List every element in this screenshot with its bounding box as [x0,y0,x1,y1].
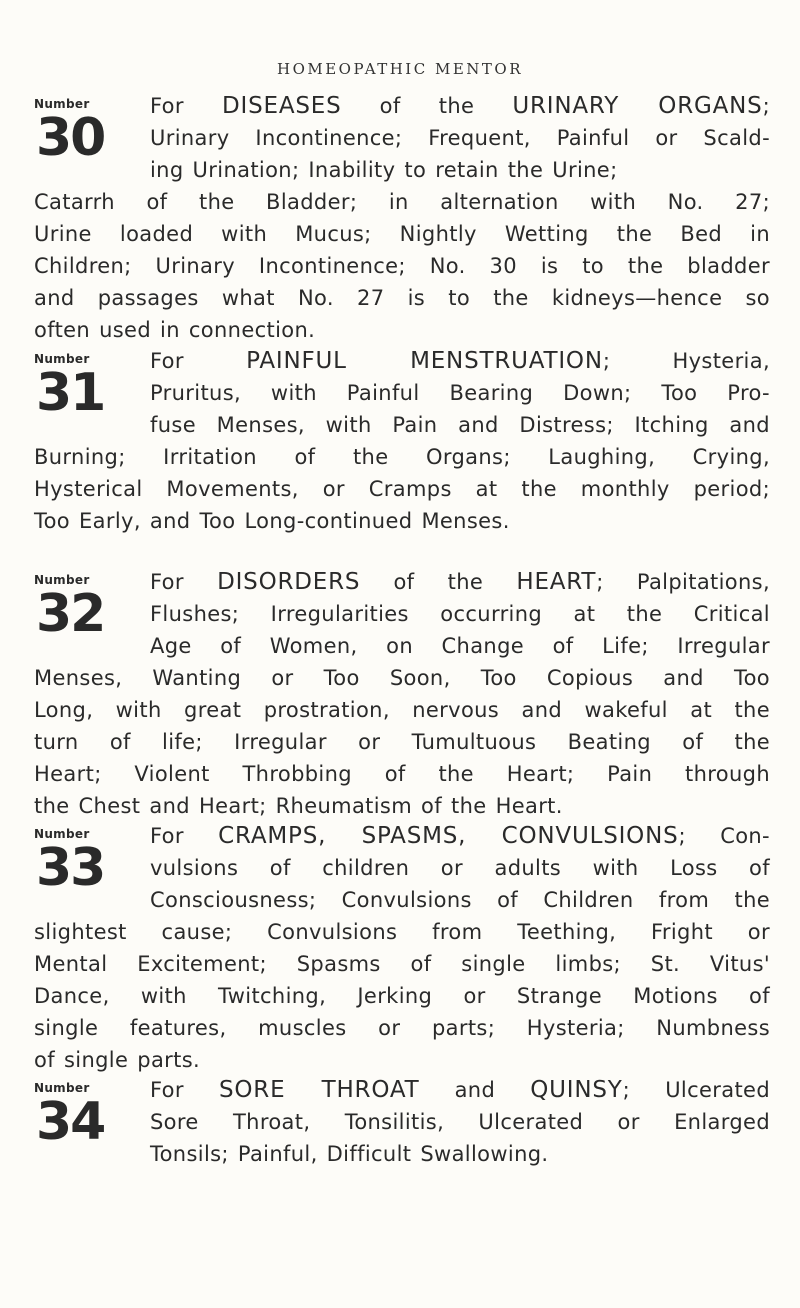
entry-text-line: ing Urination; Inability to retain the Urine; [150,158,618,182]
entry-heading-line [34,90,770,122]
entry-text-line: Long, with great prostration, nervous and wakeful at the [34,698,770,722]
heading-suffix: ; [762,94,770,118]
entry-lead [34,820,770,916]
number-label: Number [34,573,90,587]
entry-text-line: Pruritus, with Painful Bearing Down; Too Pro- [150,381,770,405]
remedy-entry-30 [34,90,770,346]
remedy-number: 34 [36,1092,105,1152]
entry-heading-line [34,820,770,852]
heading-prefix: For [150,349,184,373]
running-header: HOMEOPATHIC MENTOR [277,60,523,78]
entry-heading-2: URINARY ORGANS [512,93,763,119]
number-label: Number [34,1081,90,1095]
entry-lead [34,345,770,441]
entry-text-line: Heart; Violent Throbbing of the Heart; Pain through [34,762,770,786]
entry-text-line: Menses, Wanting or Too Soon, Too Copious and Too [34,666,770,690]
entry-text-line: often used in connection. [34,318,316,342]
entry-heading: DISEASES [222,93,342,119]
remedy-number: 32 [36,584,105,644]
entry-heading-line [34,1074,770,1106]
entry-text-line: Flushes; Irregularities occurring at the Critical [150,602,770,626]
entry-heading: PAINFUL MENSTRUATION [246,348,603,374]
entry-heading-2: HEART [516,569,597,595]
entry-text-line: single features, muscles or parts; Hysteria; Numbness [34,1016,770,1040]
remedy-number: 33 [36,838,105,898]
remedy-entry-32 [34,566,770,822]
heading-connector: of the [379,94,475,118]
heading-suffix: ; Con- [678,824,770,848]
heading-suffix: ; Palpitations, [596,570,770,594]
entry-lead [34,1074,770,1170]
remedy-entry-31 [34,345,770,537]
entry-heading-2: QUINSY [530,1077,623,1103]
entry-text-line: Too Early, and Too Long-continued Menses. [34,509,510,533]
heading-prefix: For [150,570,184,594]
entry-text-line: Urine loaded with Mucus; Nightly Wetting the Bed in [34,222,770,246]
entry-text-line: Tonsils; Painful, Difficult Swallowing. [150,1142,549,1166]
entry-text-line: of single parts. [34,1048,201,1072]
entry-text-line: Sore Throat, Tonsilitis, Ulcerated or Enlarged [150,1110,770,1134]
entry-text-line: Burning; Irritation of the Organs; Laughing, Crying, [34,445,770,469]
entry-text-line: Urinary Incontinence; Frequent, Painful or Scald- [150,126,770,150]
entry-text-line: slightest cause; Convulsions from Teething, Fright or [34,920,770,944]
entry-text-line: fuse Menses, with Pain and Distress; Itching and [150,413,770,437]
entry-text-line: Children; Urinary Incontinence; No. 30 is to the bladder [34,254,770,278]
heading-suffix: ; Hysteria, [602,349,770,373]
remedy-number: 31 [36,363,105,423]
remedy-entry-34 [34,1074,770,1170]
heading-connector: and [454,1078,496,1102]
number-label: Number [34,97,90,111]
entry-heading: SORE THROAT [219,1077,420,1103]
entry-text-line: Age of Women, on Change of Life; Irregular [150,634,770,658]
remedy-number: 30 [36,108,105,168]
number-label: Number [34,827,90,841]
entry-heading-line [34,566,770,598]
entry-heading: DISORDERS [217,569,361,595]
entry-text-line: and passages what No. 27 is to the kidneys—hence so [34,286,770,310]
number-label: Number [34,352,90,366]
entry-text-line: Hysterical Movements, or Cramps at the monthly period; [34,477,770,501]
heading-prefix: For [150,824,184,848]
entry-text-line: Consciousness; Convulsions of Children from the [150,888,770,912]
heading-connector: of the [393,570,484,594]
entry-text-line: Catarrh of the Bladder; in alternation with No. 27; [34,190,770,214]
heading-prefix: For [150,1078,184,1102]
entry-lead [34,566,770,662]
entry-text-line: vulsions of children or adults with Loss of [150,856,770,880]
entry-lead [34,90,770,186]
entry-text-line: Mental Excitement; Spasms of single limbs; St. Vitus' [34,952,770,976]
entry-heading-line [34,345,770,377]
remedy-entry-33 [34,820,770,1076]
entry-text-line: turn of life; Irregular or Tumultuous Beating of the [34,730,770,754]
heading-prefix: For [150,94,184,118]
entry-text-line: the Chest and Heart; Rheumatism of the Heart. [34,794,563,818]
entry-heading: CRAMPS, SPASMS, CONVULSIONS [218,823,679,849]
entry-text-line: Dance, with Twitching, Jerking or Strange Motions of [34,984,770,1008]
heading-suffix: ; Ulcerated [622,1078,771,1102]
